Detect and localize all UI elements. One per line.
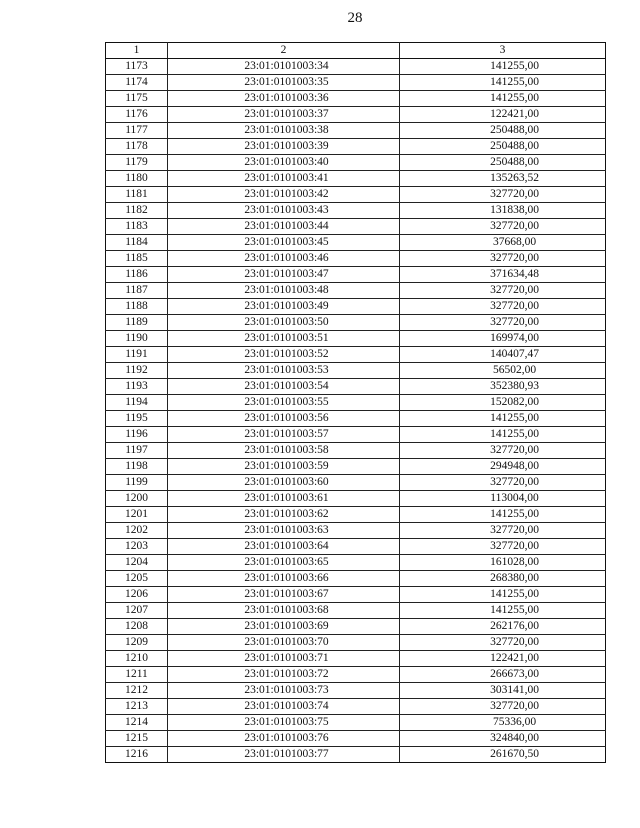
table-row: [106, 139, 606, 155]
table-row: [106, 507, 606, 523]
cadastral-value-cell: 152082,00: [400, 395, 606, 411]
cadastral-value-cell: 327720,00: [400, 443, 606, 459]
cadastral-value-cell: 327720,00: [400, 539, 606, 555]
column-header-3: 3: [400, 43, 606, 59]
row-number-cell: 1186: [106, 267, 168, 283]
cadastral-value-cell: 261670,50: [400, 747, 606, 763]
cadastral-value-cell: 250488,00: [400, 123, 606, 139]
cadastral-number-cell: 23:01:0101003:70: [168, 635, 400, 651]
cadastral-value-cell: 75336,00: [400, 715, 606, 731]
cadastral-number-cell: 23:01:0101003:36: [168, 91, 400, 107]
cadastral-number-cell: 23:01:0101003:45: [168, 235, 400, 251]
cadastral-value-cell: 327720,00: [400, 283, 606, 299]
row-number-cell: 1174: [106, 75, 168, 91]
cadastral-value-cell: 37668,00: [400, 235, 606, 251]
table-row: [106, 475, 606, 491]
table-row: [106, 715, 606, 731]
table-row: [106, 171, 606, 187]
cadastral-number-cell: 23:01:0101003:41: [168, 171, 400, 187]
table-row: [106, 731, 606, 747]
table-row: [106, 699, 606, 715]
cadastral-number-cell: 23:01:0101003:67: [168, 587, 400, 603]
row-number-cell: 1213: [106, 699, 168, 715]
cadastral-value-cell: 141255,00: [400, 91, 606, 107]
cadastral-number-cell: 23:01:0101003:53: [168, 363, 400, 379]
column-header-1: 1: [106, 43, 168, 59]
table-row: [106, 443, 606, 459]
cadastral-number-cell: 23:01:0101003:73: [168, 683, 400, 699]
cadastral-value-cell: 327720,00: [400, 187, 606, 203]
cadastral-value-cell: 294948,00: [400, 459, 606, 475]
cadastral-value-cell: 122421,00: [400, 651, 606, 667]
row-number-cell: 1188: [106, 299, 168, 315]
cadastral-number-cell: 23:01:0101003:62: [168, 507, 400, 523]
table-row: [106, 267, 606, 283]
row-number-cell: 1190: [106, 331, 168, 347]
table-row: [106, 155, 606, 171]
cadastral-number-cell: 23:01:0101003:77: [168, 747, 400, 763]
cadastral-number-cell: 23:01:0101003:43: [168, 203, 400, 219]
row-number-cell: 1187: [106, 283, 168, 299]
cadastral-number-cell: 23:01:0101003:63: [168, 523, 400, 539]
cadastral-number-cell: 23:01:0101003:46: [168, 251, 400, 267]
cadastral-value-cell: 141255,00: [400, 587, 606, 603]
cadastral-number-cell: 23:01:0101003:66: [168, 571, 400, 587]
row-number-cell: 1182: [106, 203, 168, 219]
cadastral-value-cell: 141255,00: [400, 59, 606, 75]
table-row: [106, 667, 606, 683]
cadastral-value-cell: 262176,00: [400, 619, 606, 635]
table-row: [106, 635, 606, 651]
cadastral-value-cell: 268380,00: [400, 571, 606, 587]
row-number-cell: 1206: [106, 587, 168, 603]
cadastral-number-cell: 23:01:0101003:64: [168, 539, 400, 555]
table-row: [106, 491, 606, 507]
cadastral-value-cell: 327720,00: [400, 315, 606, 331]
cadastral-number-cell: 23:01:0101003:60: [168, 475, 400, 491]
table-row: [106, 539, 606, 555]
cadastral-value-cell: 327720,00: [400, 299, 606, 315]
cadastral-number-cell: 23:01:0101003:40: [168, 155, 400, 171]
cadastral-value-cell: 141255,00: [400, 427, 606, 443]
table-row: [106, 395, 606, 411]
cadastral-value-cell: 327720,00: [400, 699, 606, 715]
cadastral-value-cell: 250488,00: [400, 155, 606, 171]
cadastral-value-cell: 169974,00: [400, 331, 606, 347]
row-number-cell: 1207: [106, 603, 168, 619]
row-number-cell: 1189: [106, 315, 168, 331]
row-number-cell: 1216: [106, 747, 168, 763]
cadastral-number-cell: 23:01:0101003:42: [168, 187, 400, 203]
cadastral-value-cell: 303141,00: [400, 683, 606, 699]
cadastral-value-cell: 327720,00: [400, 635, 606, 651]
cadastral-number-cell: 23:01:0101003:65: [168, 555, 400, 571]
cadastral-number-cell: 23:01:0101003:58: [168, 443, 400, 459]
row-number-cell: 1208: [106, 619, 168, 635]
row-number-cell: 1178: [106, 139, 168, 155]
row-number-cell: 1175: [106, 91, 168, 107]
row-number-cell: 1201: [106, 507, 168, 523]
table-row: [106, 299, 606, 315]
cadastral-number-cell: 23:01:0101003:44: [168, 219, 400, 235]
cadastral-value-cell: 161028,00: [400, 555, 606, 571]
cadastral-number-cell: 23:01:0101003:69: [168, 619, 400, 635]
table-row: [106, 219, 606, 235]
row-number-cell: 1177: [106, 123, 168, 139]
row-number-cell: 1179: [106, 155, 168, 171]
cadastral-number-cell: 23:01:0101003:61: [168, 491, 400, 507]
table-row: [106, 587, 606, 603]
cadastral-value-cell: 327720,00: [400, 219, 606, 235]
cadastral-number-cell: 23:01:0101003:52: [168, 347, 400, 363]
table-row: [106, 571, 606, 587]
cadastral-value-cell: 113004,00: [400, 491, 606, 507]
table-row: [106, 187, 606, 203]
cadastral-number-cell: 23:01:0101003:57: [168, 427, 400, 443]
row-number-cell: 1191: [106, 347, 168, 363]
row-number-cell: 1198: [106, 459, 168, 475]
header-row: [106, 43, 606, 59]
row-number-cell: 1181: [106, 187, 168, 203]
table-row: [106, 747, 606, 763]
row-number-cell: 1204: [106, 555, 168, 571]
cadastral-value-cell: 141255,00: [400, 603, 606, 619]
table-row: [106, 251, 606, 267]
cadastral-number-cell: 23:01:0101003:75: [168, 715, 400, 731]
table-row: [106, 331, 606, 347]
cadastral-value-cell: 131838,00: [400, 203, 606, 219]
cadastral-number-cell: 23:01:0101003:50: [168, 315, 400, 331]
cadastral-value-cell: 122421,00: [400, 107, 606, 123]
registry-sheet: [105, 42, 605, 763]
cadastral-number-cell: 23:01:0101003:71: [168, 651, 400, 667]
table-row: [106, 379, 606, 395]
cadastral-number-cell: 23:01:0101003:54: [168, 379, 400, 395]
cadastral-number-cell: 23:01:0101003:39: [168, 139, 400, 155]
row-number-cell: 1194: [106, 395, 168, 411]
row-number-cell: 1200: [106, 491, 168, 507]
cadastral-number-cell: 23:01:0101003:72: [168, 667, 400, 683]
table-header: [106, 43, 606, 59]
cadastral-value-cell: 141255,00: [400, 411, 606, 427]
table-row: [106, 411, 606, 427]
row-number-cell: 1183: [106, 219, 168, 235]
row-number-cell: 1203: [106, 539, 168, 555]
cadastral-number-cell: 23:01:0101003:49: [168, 299, 400, 315]
row-number-cell: 1209: [106, 635, 168, 651]
row-number-cell: 1192: [106, 363, 168, 379]
cadastral-number-cell: 23:01:0101003:47: [168, 267, 400, 283]
cadastral-value-cell: 327720,00: [400, 523, 606, 539]
table-row: [106, 315, 606, 331]
table-row: [106, 363, 606, 379]
cadastral-value-cell: 141255,00: [400, 75, 606, 91]
table-row: [106, 427, 606, 443]
cadastral-value-cell: 135263,52: [400, 171, 606, 187]
table-row: [106, 203, 606, 219]
cadastral-number-cell: 23:01:0101003:68: [168, 603, 400, 619]
row-number-cell: 1212: [106, 683, 168, 699]
table-row: [106, 459, 606, 475]
column-header-2: 2: [168, 43, 400, 59]
table-row: [106, 283, 606, 299]
cadastral-number-cell: 23:01:0101003:38: [168, 123, 400, 139]
row-number-cell: 1173: [106, 59, 168, 75]
row-number-cell: 1199: [106, 475, 168, 491]
cadastral-number-cell: 23:01:0101003:35: [168, 75, 400, 91]
row-number-cell: 1214: [106, 715, 168, 731]
table-row: [106, 555, 606, 571]
cadastral-value-cell: 371634,48: [400, 267, 606, 283]
cadastral-number-cell: 23:01:0101003:76: [168, 731, 400, 747]
table-row: [106, 683, 606, 699]
cadastral-number-cell: 23:01:0101003:48: [168, 283, 400, 299]
table-row: [106, 123, 606, 139]
row-number-cell: 1210: [106, 651, 168, 667]
cadastral-value-cell: 140407,47: [400, 347, 606, 363]
table-body: [106, 59, 606, 763]
row-number-cell: 1195: [106, 411, 168, 427]
cadastral-number-cell: 23:01:0101003:37: [168, 107, 400, 123]
table-row: [106, 619, 606, 635]
table-row: [106, 75, 606, 91]
cadastral-value-cell: 250488,00: [400, 139, 606, 155]
table-row: [106, 59, 606, 75]
cadastral-value-cell: 141255,00: [400, 507, 606, 523]
cadastral-number-cell: 23:01:0101003:74: [168, 699, 400, 715]
row-number-cell: 1202: [106, 523, 168, 539]
cadastral-value-cell: 352380,93: [400, 379, 606, 395]
row-number-cell: 1176: [106, 107, 168, 123]
cadastral-number-cell: 23:01:0101003:59: [168, 459, 400, 475]
table-row: [106, 603, 606, 619]
cadastral-value-cell: 56502,00: [400, 363, 606, 379]
row-number-cell: 1215: [106, 731, 168, 747]
row-number-cell: 1193: [106, 379, 168, 395]
cadastral-value-cell: 327720,00: [400, 475, 606, 491]
cadastral-value-cell: 327720,00: [400, 251, 606, 267]
cadastral-number-cell: 23:01:0101003:56: [168, 411, 400, 427]
row-number-cell: 1205: [106, 571, 168, 587]
table-row: [106, 235, 606, 251]
row-number-cell: 1184: [106, 235, 168, 251]
table-row: [106, 107, 606, 123]
cadastral-value-cell: 266673,00: [400, 667, 606, 683]
row-number-cell: 1211: [106, 667, 168, 683]
table-row: [106, 523, 606, 539]
row-number-cell: 1196: [106, 427, 168, 443]
row-number-cell: 1197: [106, 443, 168, 459]
table-row: [106, 347, 606, 363]
table-row: [106, 651, 606, 667]
table-row: [106, 91, 606, 107]
page-number: 28: [347, 10, 363, 26]
cadastral-value-table: [105, 42, 606, 763]
cadastral-number-cell: 23:01:0101003:34: [168, 59, 400, 75]
row-number-cell: 1185: [106, 251, 168, 267]
cadastral-number-cell: 23:01:0101003:55: [168, 395, 400, 411]
row-number-cell: 1180: [106, 171, 168, 187]
cadastral-value-cell: 324840,00: [400, 731, 606, 747]
cadastral-number-cell: 23:01:0101003:51: [168, 331, 400, 347]
